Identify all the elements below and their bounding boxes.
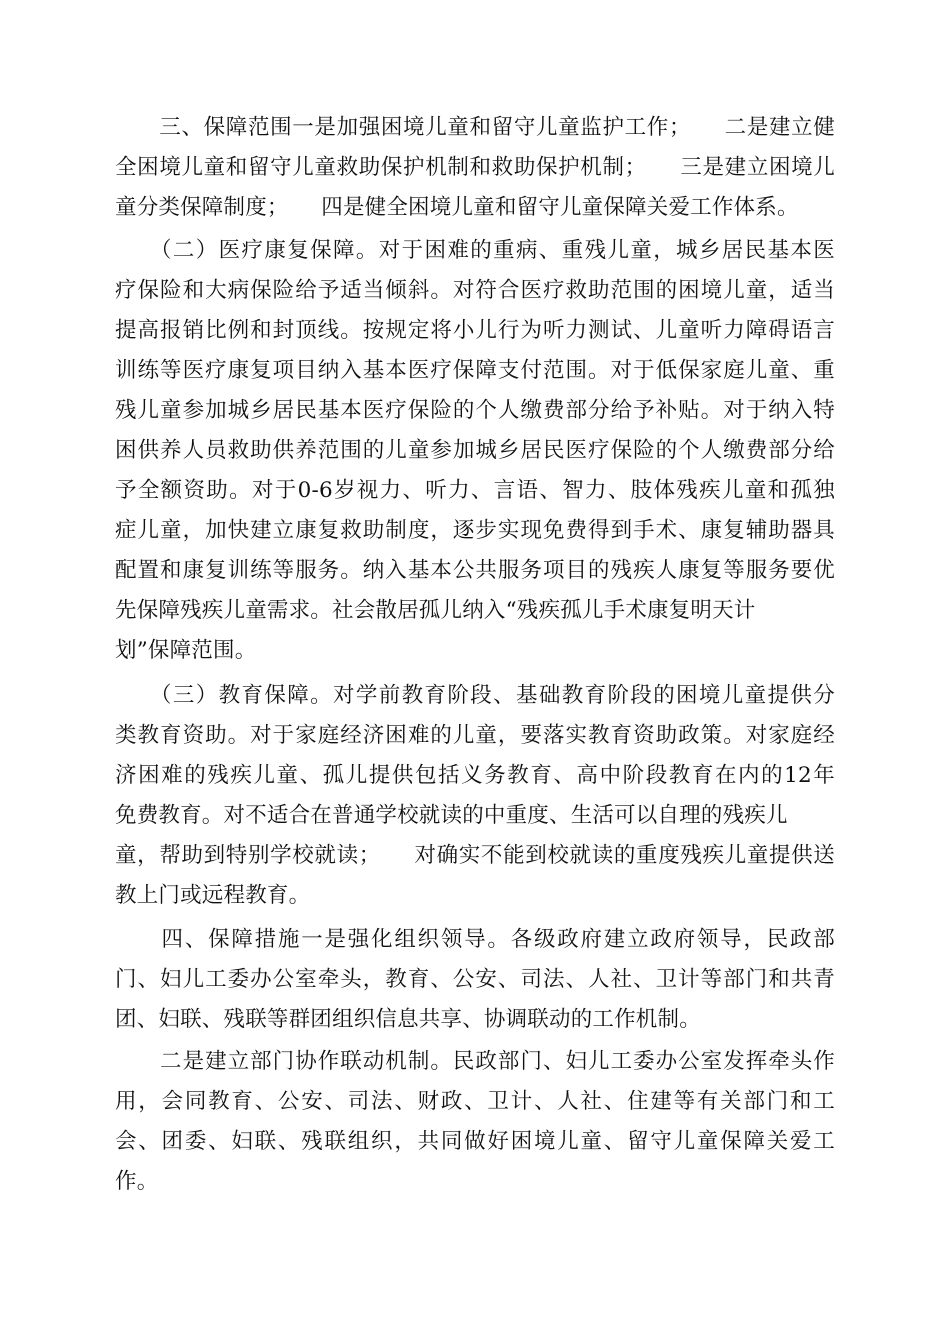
paragraph-protection-scope: [115, 108, 835, 228]
text-line: 残儿童参加城乡居民基本医疗保险的个人缴费部分给予补贴。对于纳入特: [115, 398, 835, 423]
text-line: 提高报销比例和封顶线。按规定将小儿行为听力测试、儿童听力障碍语言: [115, 318, 835, 343]
text-line: 予全额资助。对于0-6岁视力、听力、言语、智力、肢体残疾儿童和孤独: [115, 478, 835, 503]
paragraph-medical-rehab: [115, 231, 835, 671]
text-line: 全困境儿童和留守儿童救助保护机制和救助保护机制； 三是建立困境儿: [115, 155, 835, 180]
text-line: 免费教育。对不适合在普通学校就读的中重度、生活可以自理的残疾儿: [115, 803, 788, 828]
text-line: 三、保障范围一是加强困境儿童和留守儿童监护工作； 二是建立健: [115, 115, 835, 140]
text-line: 济困难的残疾儿童、孤儿提供包括义务教育、高中阶段教育在内的12年: [115, 763, 835, 788]
text-line: 训练等医疗康复项目纳入基本医疗保障支付范围。对于低保家庭儿童、重: [115, 358, 835, 383]
text-line: 划”保障范围。: [115, 638, 257, 663]
text-line: 症儿童，加快建立康复救助制度，逐步实现免费得到手术、康复辅助器具: [115, 518, 835, 543]
text-line: 疗保险和大病保险给予适当倾斜。对符合医疗救助范围的困境儿童，适当: [115, 278, 835, 303]
text-line: 配置和康复训练等服务。纳入基本公共服务项目的残疾人康复等服务要优: [115, 558, 835, 583]
text-line: 先保障残疾儿童需求。社会散居孤儿纳入“残疾孤儿手术康复明天计: [115, 598, 756, 623]
text-line: （二）医疗康复保障。对于困难的重病、重残儿童，城乡居民基本医: [115, 238, 835, 263]
paragraph-education: [115, 676, 835, 916]
text-line: 会、团委、妇联、残联组织，共同做好困境儿童、留守儿童保障关爱工: [115, 1129, 835, 1154]
text-line: 二是建立部门协作联动机制。民政部门、妇儿工委办公室发挥牵头作: [115, 1049, 835, 1074]
text-line: 类教育资助。对于家庭经济困难的儿童，要落实教育资助政策。对家庭经: [115, 723, 835, 748]
text-line: 教上门或远程教育。: [115, 883, 311, 908]
text-line: 困供养人员救助供养范围的儿童参加城乡居民医疗保险的个人缴费部分给: [115, 438, 835, 463]
text-line: 团、妇联、残联等群团组织信息共享、协调联动的工作机制。: [115, 1007, 701, 1032]
text-line: （三）教育保障。对学前教育阶段、基础教育阶段的困境儿童提供分: [115, 683, 835, 708]
text-line: 四、保障措施一是强化组织领导。各级政府建立政府领导，民政部: [115, 927, 835, 952]
paragraph-measures: [115, 920, 835, 1040]
text-line: 用，会同教育、公安、司法、财政、卫计、人社、住建等有关部门和工: [115, 1089, 835, 1114]
text-line: 作。: [115, 1169, 159, 1194]
text-line: 童，帮助到特别学校就读； 对确实不能到校就读的重度残疾儿童提供送: [115, 843, 835, 868]
paragraph-coordination: [115, 1042, 835, 1202]
text-line: 门、妇儿工委办公室牵头，教育、公安、司法、人社、卫计等部门和共青: [115, 967, 835, 992]
text-line: 童分类保障制度； 四是健全困境儿童和留守儿童保障关爱工作体系。: [115, 195, 799, 220]
